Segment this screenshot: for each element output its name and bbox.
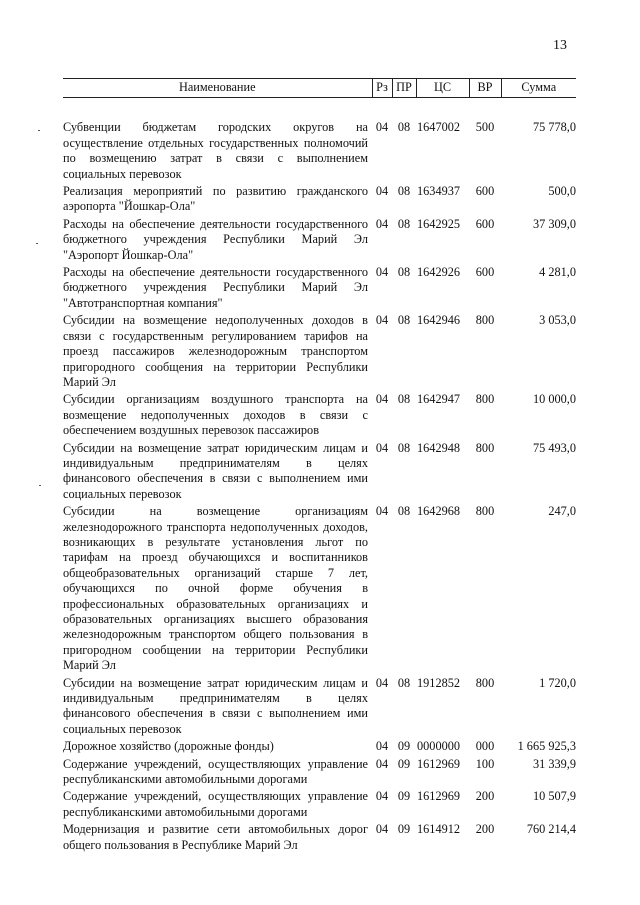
row-cs: 1612969: [417, 789, 461, 804]
row-name: Субсидии на возмещение затрат юридическим лицам и индивидуальным предпринимателям в целях финансового обеспечения в связи с выполнением ими социальных перевозок: [63, 675, 368, 736]
table-row: [63, 439, 576, 503]
budget-table: [63, 78, 576, 853]
row-cs: 1612969: [417, 756, 461, 771]
row-cs: 1614912: [417, 822, 461, 837]
table-header-row: [63, 79, 576, 98]
row-pr: 08: [397, 313, 411, 328]
row-cs: 1642926: [417, 265, 461, 280]
row-pr: 08: [397, 504, 411, 519]
row-vr: 800: [475, 392, 495, 407]
row-rz: 04: [375, 756, 389, 771]
row-vr: 800: [475, 313, 495, 328]
row-pr: 08: [397, 184, 411, 199]
column-header-cs: ЦС: [416, 79, 469, 98]
page-number: 13: [553, 38, 567, 53]
table-row: [63, 820, 576, 853]
row-name: Расходы на обеспечение деятельности государственного бюджетного учреждения Республики Марий Эл "Аэропорт Йошкар-Ола": [63, 216, 368, 262]
column-header-vr: ВР: [469, 79, 501, 98]
row-sum: 247,0: [548, 504, 576, 519]
row-name: Содержание учреждений, осуществляющих управление республиканскими автомобильными дорогами: [63, 789, 368, 819]
margin-mark: [39, 485, 41, 486]
table-row: [63, 182, 576, 215]
row-rz: 04: [375, 216, 389, 231]
table-row: [63, 674, 576, 738]
row-rz: 04: [375, 675, 389, 690]
margin-mark: [38, 130, 40, 131]
row-name: Субсидии на возмещение организациям железнодорожного транспорта недополученных доходов, возникающих в результате установления льгот по тарифам на проезд обучающихся и воспитанников общеобразовательных организаций старше 7 лет, обучающихся по очной форме обучения в профессиональных образовательных организациях и образовательных организациях высшего образования железнодорожным транспортом общего пользования в пригородном сообщении на территории Республики Марий Эл: [63, 504, 368, 673]
row-sum: 75 493,0: [532, 440, 576, 455]
column-header-name: Наименование: [63, 79, 372, 98]
table-row: [63, 755, 576, 788]
row-pr: 08: [397, 392, 411, 407]
row-rz: 04: [375, 739, 389, 754]
table-row: [63, 390, 576, 438]
row-rz: 04: [375, 392, 389, 407]
row-cs: 1642925: [417, 216, 461, 231]
row-pr: 08: [397, 440, 411, 455]
row-vr: 600: [475, 216, 495, 231]
row-name: Модернизация и развитие сети автомобильных дорог общего пользования в Республике Марий Эл: [63, 822, 368, 852]
row-sum: 37 309,0: [532, 216, 576, 231]
column-header-pr: ПР: [392, 79, 416, 98]
row-cs: 1642948: [417, 440, 461, 455]
row-name: Дорожное хозяйство (дорожные фонды): [63, 739, 274, 754]
row-name: Субвенции бюджетам городских округов на осуществление отдельных государственных полномочий по возмещению затрат в связи с выполнением социальных перевозок: [63, 120, 368, 181]
row-vr: 200: [475, 822, 495, 837]
row-sum: 1 665 925,3: [517, 739, 576, 754]
row-name: Реализация мероприятий по развитию гражданского аэропорта "Йошкар-Ола": [63, 184, 368, 214]
row-name: Содержание учреждений, осуществляющих управление республиканскими автомобильными дорогами: [63, 756, 368, 787]
row-pr: 09: [397, 756, 411, 771]
row-vr: 800: [475, 504, 495, 519]
row-name: Расходы на обеспечение деятельности государственного бюджетного учреждения Республики Марий Эл "Автотранспортная компания": [63, 265, 368, 310]
row-rz: 04: [375, 504, 389, 519]
table-row: [63, 263, 576, 311]
row-cs: 1647002: [417, 120, 461, 135]
row-vr: 100: [475, 756, 495, 771]
row-sum: 3 053,0: [539, 313, 576, 328]
row-rz: 04: [375, 440, 389, 455]
table-row: [63, 502, 576, 673]
row-pr: 08: [397, 120, 411, 135]
row-name: Субсидии на возмещение недополученных доходов в связи с государственным регулированием тарифов на проезд пассажиров железнодорожным транспортом пригородного сообщения на территории Республики Марий Эл: [63, 313, 368, 389]
table-row: [63, 737, 576, 754]
row-rz: 04: [375, 313, 389, 328]
row-rz: 04: [375, 184, 389, 199]
row-pr: 09: [397, 789, 411, 804]
row-vr: 200: [475, 789, 495, 804]
row-pr: 09: [397, 822, 411, 837]
column-header-sum: Сумма: [501, 79, 576, 98]
row-cs: 1634937: [417, 184, 461, 199]
row-sum: 10 507,9: [532, 789, 576, 804]
row-sum: 760 214,4: [526, 822, 576, 837]
row-rz: 04: [375, 789, 389, 804]
margin-mark: [36, 243, 38, 244]
row-sum: 4 281,0: [539, 265, 576, 280]
row-vr: 600: [475, 184, 495, 199]
table-row: [63, 311, 576, 390]
table-row: [63, 98, 576, 182]
row-name: Субсидии организациям воздушного транспорта на возмещение недополученных доходов в связи с обеспечением воздушных перевозок пассажиров: [63, 392, 368, 438]
row-pr: 08: [397, 216, 411, 231]
row-cs: 1642968: [417, 504, 461, 519]
row-pr: 08: [397, 265, 411, 280]
row-sum: 75 778,0: [532, 120, 576, 135]
row-vr: 600: [475, 265, 495, 280]
row-sum: 10 000,0: [532, 392, 576, 407]
row-cs: 1642947: [417, 392, 461, 407]
row-rz: 04: [375, 265, 389, 280]
row-vr: 500: [475, 120, 495, 135]
row-rz: 04: [375, 822, 389, 837]
row-sum: 31 339,9: [532, 756, 576, 771]
row-sum: 500,0: [548, 184, 576, 199]
row-name: Субсидии на возмещение затрат юридическим лицам и индивидуальным предпринимателям в целях финансового обеспечения в связи с выполнением ими социальных перевозок: [63, 440, 368, 501]
column-header-rz: Рз: [372, 79, 392, 98]
row-cs: 1642946: [417, 313, 461, 328]
row-vr: 800: [475, 675, 495, 690]
row-vr: 000: [475, 739, 495, 754]
table-row: [63, 787, 576, 820]
row-cs: 1912852: [417, 675, 461, 690]
row-rz: 04: [375, 120, 389, 135]
row-vr: 800: [475, 440, 495, 455]
row-sum: 1 720,0: [539, 675, 576, 690]
row-pr: 08: [397, 675, 411, 690]
row-cs: 0000000: [417, 739, 461, 754]
row-pr: 09: [397, 739, 411, 754]
table-row: [63, 215, 576, 263]
